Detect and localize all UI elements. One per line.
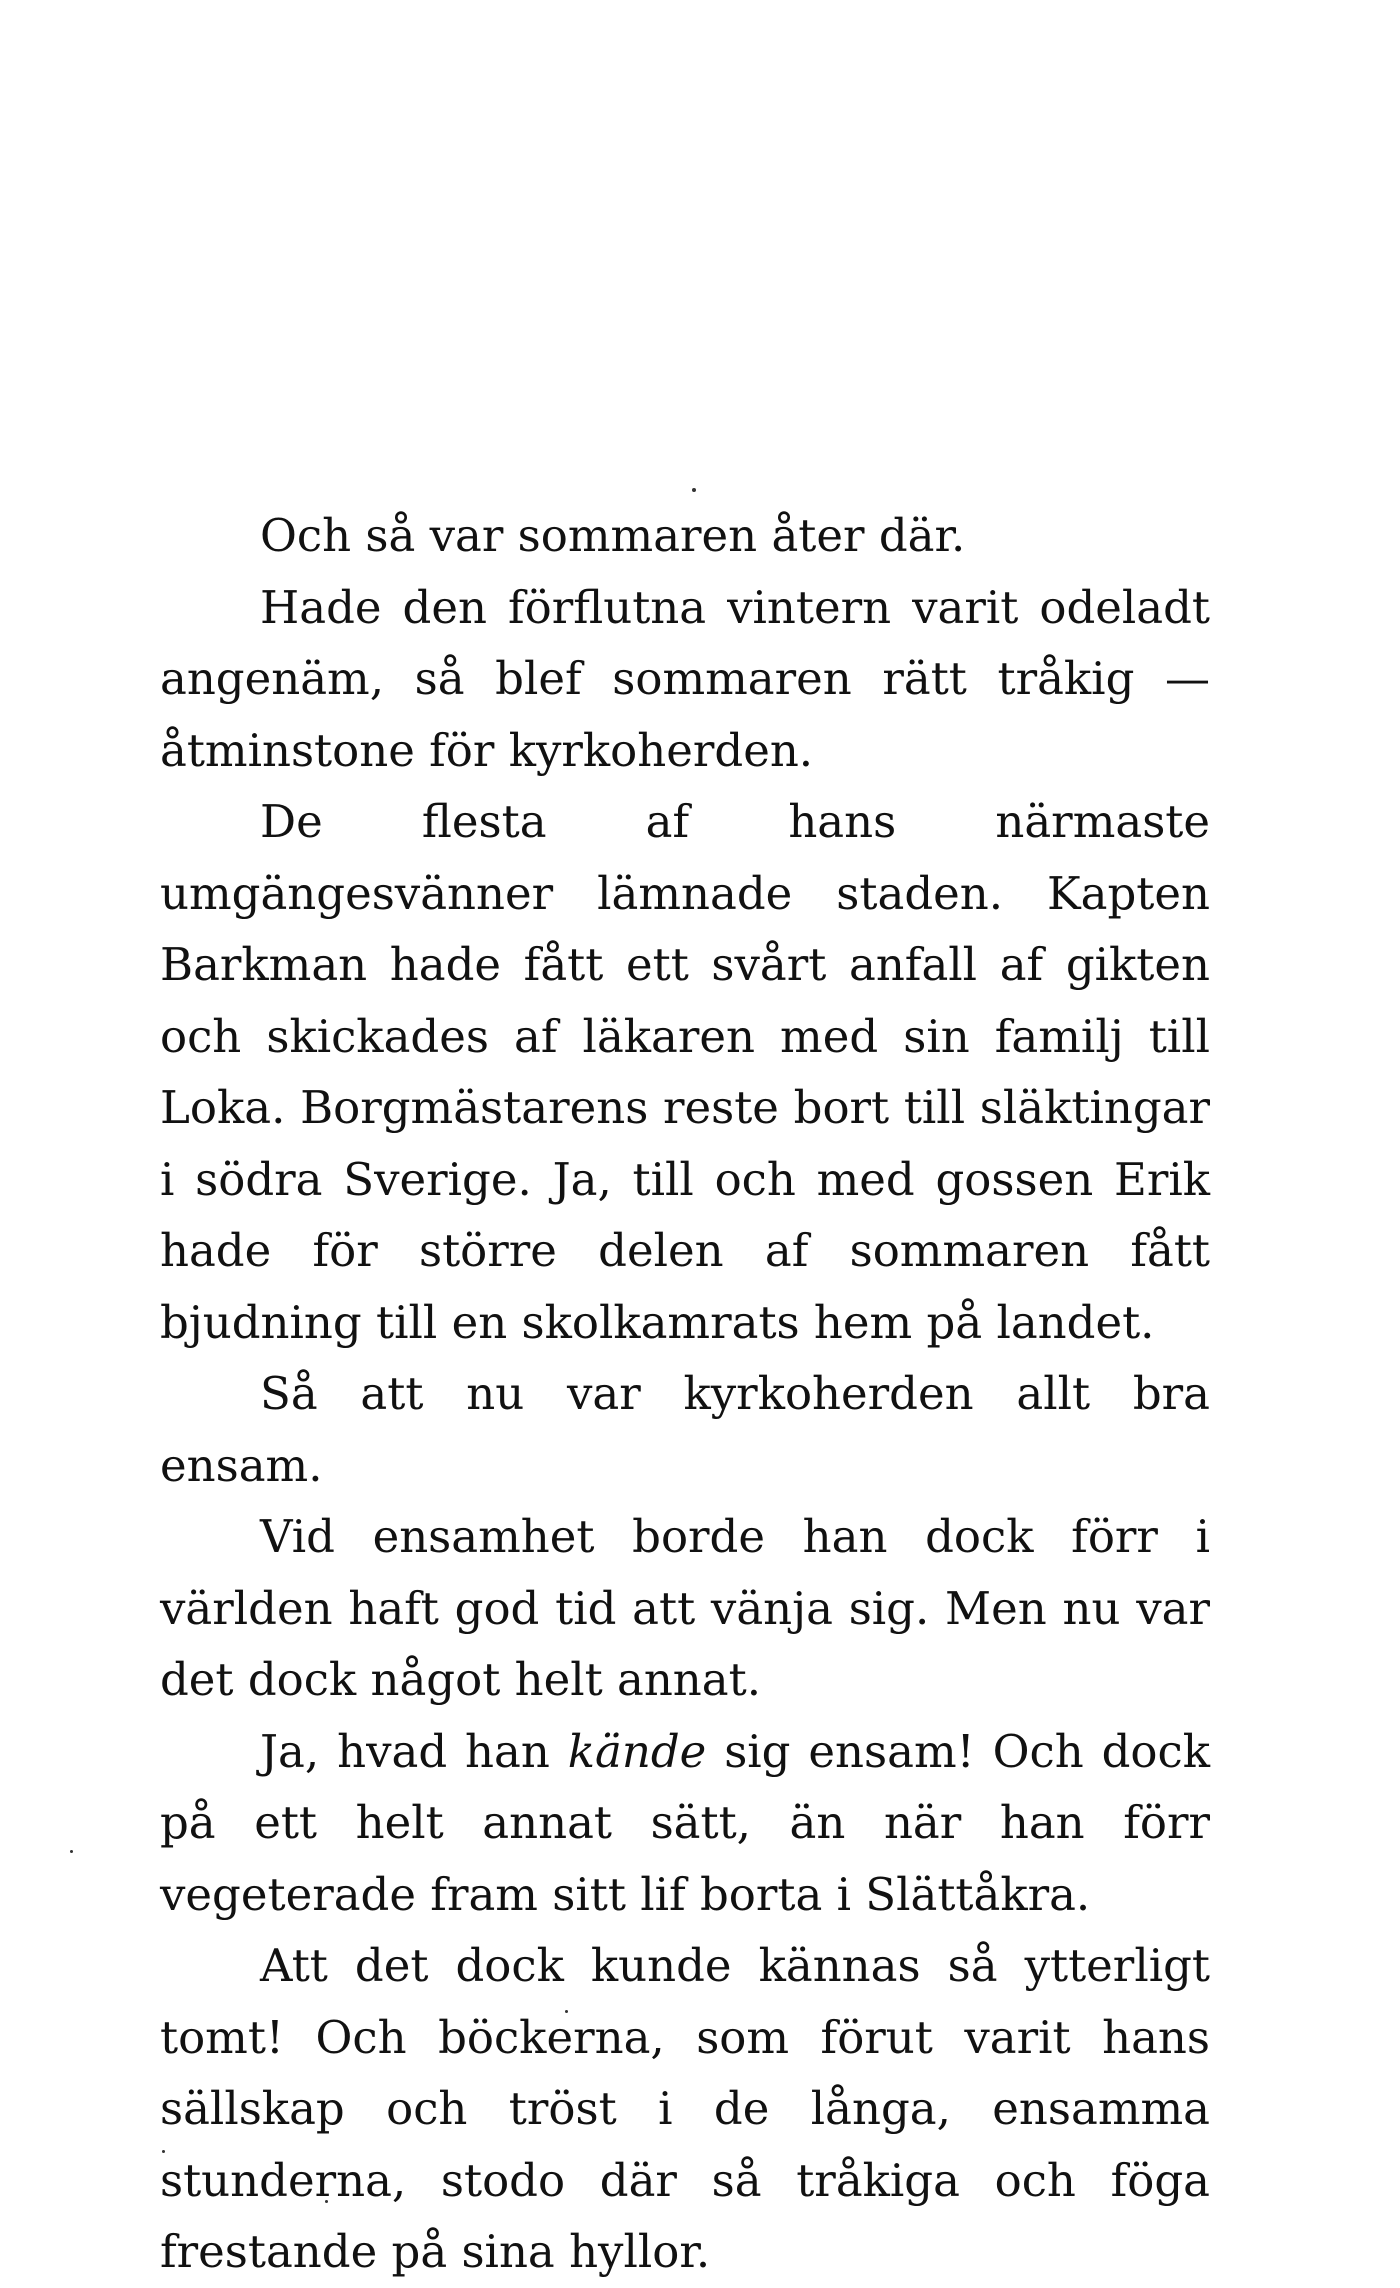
body-text [160, 500, 1210, 2288]
paragraph-text: Ja, hvad han [260, 1724, 568, 1778]
paragraph: Hade den förflutna vintern varit odeladt angenäm, så blef sommaren rätt tråkig — åtminstone för kyrkoherden. [160, 580, 1210, 777]
paragraph: Vid ensamhet borde han dock förr i världen haft god tid att vänja sig. Men nu var det dock något helt annat. [160, 1510, 1210, 1706]
emphasized-word: kände [567, 1724, 707, 1778]
paragraph: Att det dock kunde kännas så ytterligt tomt! Och böckerna, som förut varit hans sällskap och tröst i de långa, ensamma stunderna, stodo där så tråkiga och föga frestande på sina hyllor. [160, 1939, 1210, 2278]
paragraph: De flesta af hans närmaste umgängesvänner lämnade staden. Kapten Barkman hade fått ett svårt anfall af gikten och skickades af läkaren med sin familj till Loka. Borgmästarens reste bort till släktingar i södra Sverige. Ja, till och med gossen Erik hade för större delen af sommaren fått bjudning till en skolkamrats hem på landet. [160, 795, 1210, 1349]
paragraph [160, 1716, 1210, 1931]
paragraph: Så att nu var kyrkoherden allt bra ensam. [160, 1367, 1210, 1492]
paragraph: Och så var sommaren åter där. [260, 509, 966, 562]
print-speck [692, 488, 696, 492]
print-speck [70, 1850, 73, 1853]
paragraph-text: sig ensam! Och dock på ett helt annat sätt, än när han förr vegeterade fram sitt lif borta i Slättåkra. [160, 1724, 1210, 1921]
